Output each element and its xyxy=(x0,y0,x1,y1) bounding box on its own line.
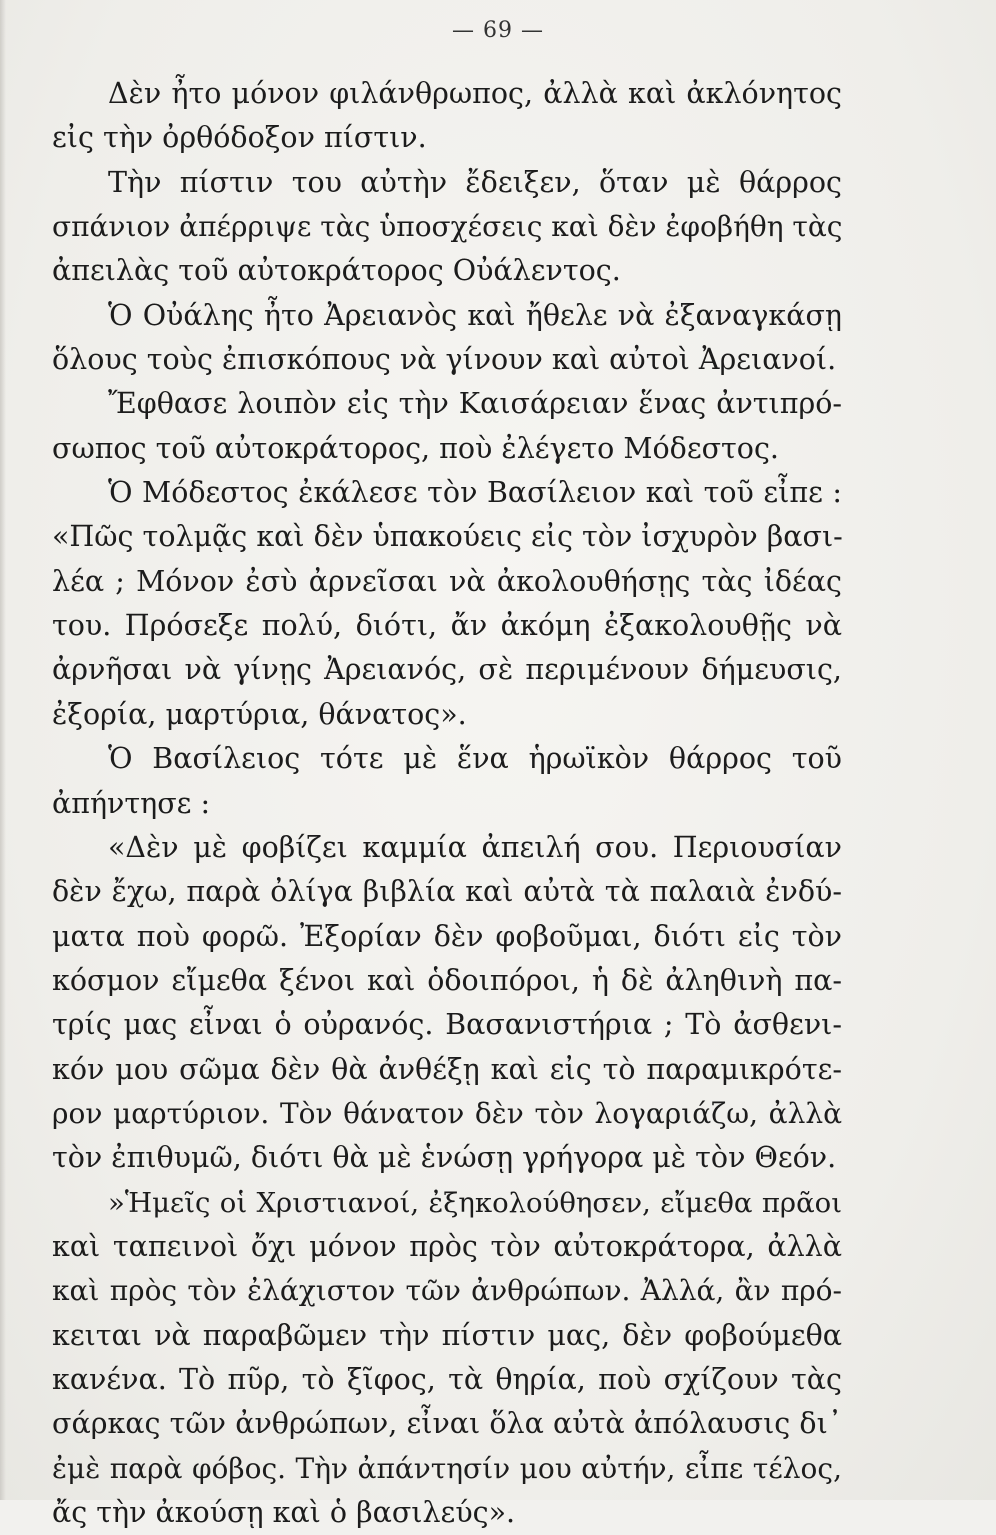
text-line: σωπος τοῦ αὐτοκράτορος, ποὺ ἐλέγετο Μόδεστος. xyxy=(52,431,779,465)
text-line: κειται νὰ παραβῶμεν τὴν πίστιν μας, δὲν φοβούμεθα xyxy=(52,1318,842,1352)
text-line: δὲν ἔχω, παρὰ ὀλίγα βιβλία καὶ αὐτὰ τὰ παλαιὰ ἐνδύ- xyxy=(52,875,842,909)
text-line: καὶ πρὸς τὸν ἐλάχιστον τῶν ἀνθρώπων. Ἀλλά, ἂν πρό- xyxy=(52,1274,842,1308)
page-gutter-shadow xyxy=(0,0,6,1500)
text-line: ἀρνῆσαι νὰ γίνῃς Ἀρειανός, σὲ περιμένουν δήμευσις, xyxy=(52,653,842,687)
text-line: Ὁ Οὐάλης ἦτο Ἀρειανὸς καὶ ἤθελε νὰ ἐξαναγκάσῃ xyxy=(108,298,842,332)
text-line: τὸν ἐπιθυμῶ, διότι θὰ μὲ ἑνώσῃ γρήγορα μὲ τὸν Θεόν. xyxy=(52,1141,837,1175)
text-line: κανένα. Τὸ πῦρ, τὸ ξῖφος, τὰ θηρία, ποὺ σχίζουν τὰς xyxy=(52,1362,842,1396)
text-line: κόν μου σῶμα δὲν θὰ ἀνθέξῃ καὶ εἰς τὸ παραμικρότε- xyxy=(52,1052,842,1086)
text-line: του. Πρόσεξε πολύ, διότι, ἄν ἀκόμη ἐξακολουθῇς νὰ xyxy=(52,609,842,643)
text-line: «Δὲν μὲ φοβίζει καμμία ἀπειλή σου. Περιουσίαν xyxy=(108,830,842,864)
text-line: Δὲν ἦτο μόνον φιλάνθρωπος, ἀλλὰ καὶ ἀκλόνητος xyxy=(108,77,842,110)
text-line: λέα ; Μόνον ἐσὺ ἀρνεῖσαι νὰ ἀκολουθήσῃς τὰς ἰδέας xyxy=(52,564,842,598)
text-line: Ἔφθασε λοιπὸν εἰς τὴν Καισάρειαν ἕνας ἀντιπρό- xyxy=(108,387,842,421)
text-line: ἀπήντησε : xyxy=(52,786,211,820)
text-line: ἐμὲ παρὰ φόβος. Τὴν ἀπάντησίν μου αὐτήν, εἶπε τέλος, xyxy=(52,1451,842,1485)
text-line: τρίς μας εἶναι ὁ οὐρανός. Βασανιστήρια ; Τὸ ἀσθενι- xyxy=(52,1008,842,1042)
body-text xyxy=(52,72,842,1535)
text-line: κόσμον εἴμεθα ξένοι καὶ ὁδοιπόροι, ἡ δὲ ἀληθινὴ πα- xyxy=(52,963,842,997)
text-line: Ὁ Μόδεστος ἐκάλεσε τὸν Βασίλειον καὶ τοῦ εἶπε : xyxy=(108,476,842,510)
text-line: ἐξορία, μαρτύρια, θάνατος». xyxy=(52,697,467,731)
text-line: «Πῶς τολμᾷς καὶ δὲν ὑπακούεις εἰς τὸν ἰσχυρὸν βασι- xyxy=(52,520,843,554)
text-line: σπάνιον ἀπέρριψε τὰς ὑποσχέσεις καὶ δὲν ἐφοβήθη τὰς xyxy=(52,210,843,244)
text-line: »Ἡμεῖς οἱ Χριστιανοί, ἐξηκολούθησεν, εἴμεθα πρᾶοι xyxy=(108,1186,842,1219)
text-line: ὅλους τοὺς ἐπισκόπους νὰ γίνουν καὶ αὐτοὶ Ἀρειανοί. xyxy=(52,343,837,377)
text-line: καὶ ταπεινοὶ ὄχι μόνον πρὸς τὸν αὐτοκράτορα, ἀλλὰ xyxy=(52,1229,842,1263)
text-line: ματα ποὺ φορῶ. Ἐξορίαν δὲν φοβοῦμαι, διότι εἰς τὸν xyxy=(52,919,842,953)
text-line: ἄς τὴν ἀκούσῃ καὶ ὁ βασιλεύς». xyxy=(52,1496,516,1529)
text-line: εἰς τὴν ὀρθόδοξον πίστιν. xyxy=(52,121,427,155)
text-line: ἀπειλὰς τοῦ αὐτοκράτορος Οὐάλεντος. xyxy=(52,254,621,288)
text-line: σάρκας τῶν ἀνθρώπων, εἶναι ὅλα αὐτὰ ἀπόλαυσις δι᾿ xyxy=(52,1407,842,1441)
text-line: Τὴν πίστιν του αὐτὴν ἔδειξεν, ὅταν μὲ θάρρος xyxy=(108,165,842,199)
text-line: Ὁ Βασίλειος τότε μὲ ἕνα ἡρωϊκὸν θάρρος τοῦ xyxy=(108,742,842,776)
page-number: — 69 — xyxy=(452,18,544,43)
text-line: ρον μαρτύριον. Τὸν θάνατον δὲν τὸν λογαριάζω, ἀλλὰ xyxy=(52,1096,842,1130)
